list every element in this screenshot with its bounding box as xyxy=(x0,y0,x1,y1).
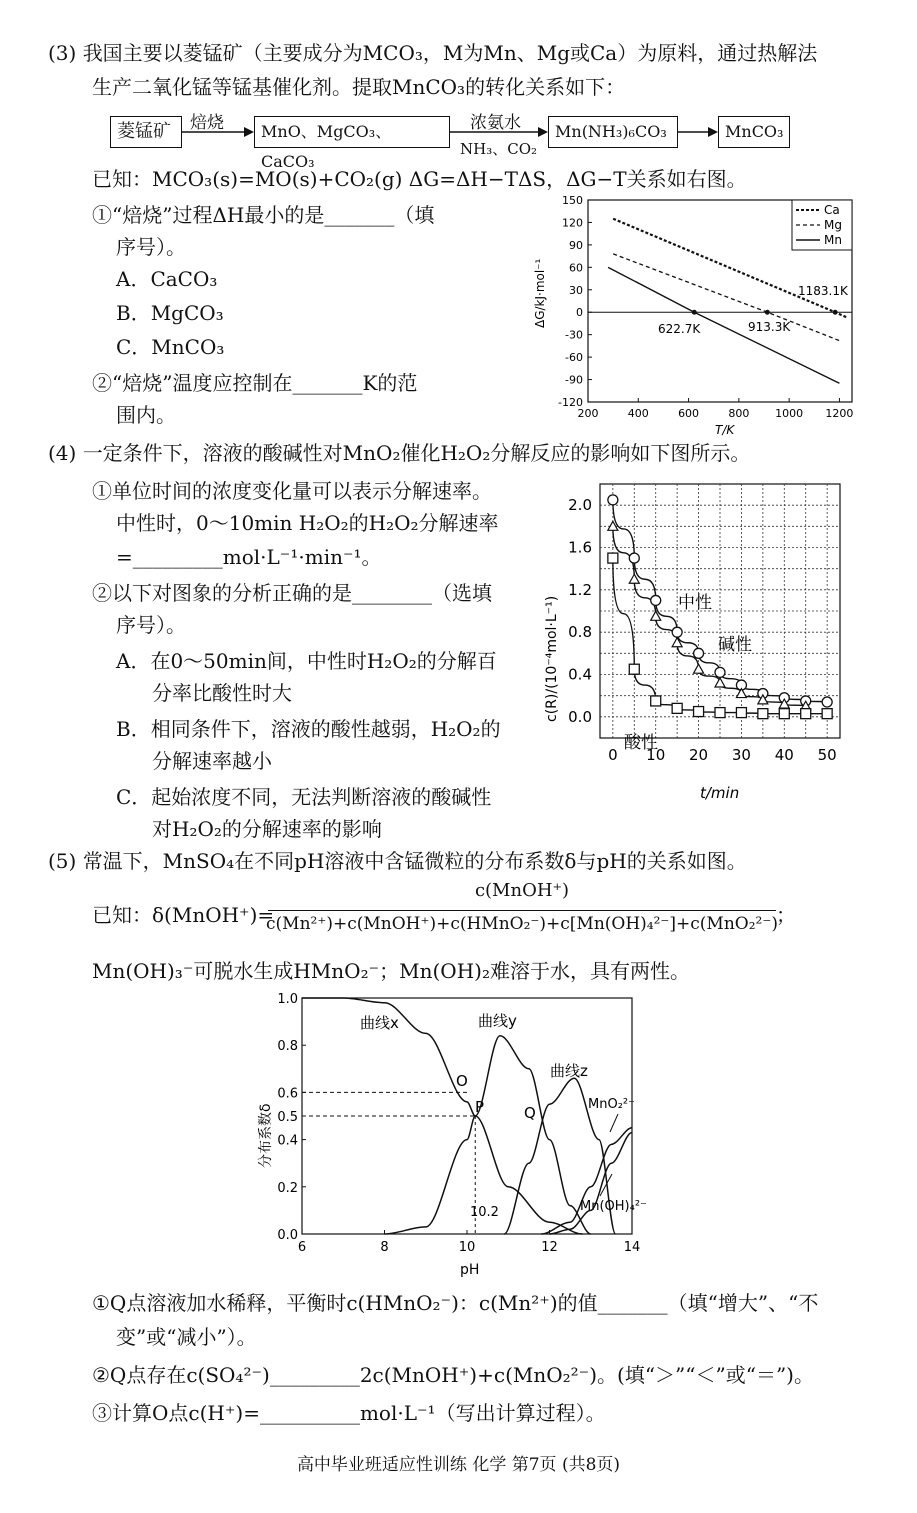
chart1-legend xyxy=(792,200,852,250)
q4-s1-line2: 中性时，0～10min H₂O₂的H₂O₂分解速率 xyxy=(116,511,499,535)
q5-s3: ③计算O点c(H⁺)=__________mol·L⁻¹（写出计算过程）。 xyxy=(92,1401,606,1425)
chart3-ytick-label: 0.8 xyxy=(277,1039,298,1055)
q4-option-c-line2: 对H₂O₂的分解速率的影响 xyxy=(152,817,382,841)
chart1-ytick-label: -90 xyxy=(565,373,583,387)
q5-s2: ②Q点存在c(SO₄²⁻)_________2c(MnOH⁺)+c(MnO₂²⁻)。(填“＞”“＜”或“＝”)。 xyxy=(92,1363,814,1387)
marker-circle xyxy=(629,553,639,563)
flow-box-ore: 菱锰矿 xyxy=(110,116,182,148)
chart1-ylabel: ΔG/kJ·mol⁻¹ xyxy=(533,258,547,328)
label-mno2: MnO₂²⁻ xyxy=(588,1097,635,1112)
curve-3 xyxy=(541,1128,632,1234)
marker-circle xyxy=(672,627,682,637)
legend-mn: Mn xyxy=(824,233,842,247)
marker-square xyxy=(651,696,661,706)
chart1-intercept xyxy=(692,310,697,315)
marker-triangle xyxy=(715,678,725,687)
q4-option-a-line2: 分率比酸性时大 xyxy=(152,681,292,705)
chart2-ytick-label: 1.6 xyxy=(568,538,592,557)
label-basic: 碱性 xyxy=(718,635,752,655)
q4-option-a-line1: A．在0～50min间，中性时H₂O₂的分解百 xyxy=(116,649,497,673)
label-acidic: 酸性 xyxy=(624,733,658,753)
chart1-xlabel: T/K xyxy=(715,423,735,437)
curve-triangle xyxy=(613,526,806,706)
chart2-ytick-label: 0.0 xyxy=(568,707,592,726)
chart1-ytick-label: -30 xyxy=(565,328,583,342)
marker-square xyxy=(779,709,789,719)
q3-intro-line1: (3) 我国主要以菱锰矿（主要成分为MCO₃，M为Mn、Mg或Ca）为原料，通过热解法 xyxy=(48,41,818,65)
marker-circle xyxy=(715,667,725,677)
label-curve-z: 曲线z xyxy=(550,1062,588,1080)
annot-1183: 1183.1K xyxy=(798,284,848,298)
chart3-ytick-label: 0.0 xyxy=(277,1228,298,1243)
q4-s2-line2: 序号）。 xyxy=(116,613,186,637)
q4-option-b-line2: 分解速率越小 xyxy=(152,749,272,773)
q5-known-lhs: 已知：δ(MnOH⁺)= xyxy=(92,903,275,927)
q3-intro-line2: 生产二氧化锰等锰基催化剂。提取MnCO₃的转化关系如下： xyxy=(92,75,626,99)
chart3-ytick-label: 1.0 xyxy=(277,992,298,1007)
chart1-ytick-label: 0 xyxy=(576,306,583,320)
chart3-xtick-label: 14 xyxy=(623,1240,641,1255)
q5-semicolon: ； xyxy=(776,903,796,927)
chart2-xtick-label: 30 xyxy=(731,746,751,764)
point-p: P xyxy=(475,1098,485,1116)
arrow-mno2 xyxy=(610,1114,618,1132)
q5-fraction-numerator: c(MnOH⁺) xyxy=(474,880,570,901)
q4-s1-line1: ①单位时间的浓度变化量可以表示分解速率。 xyxy=(92,479,492,503)
flow-arrow2-label-bottom: NH₃、CO₂ xyxy=(460,140,538,158)
chart1-ytick-label: 60 xyxy=(569,261,583,275)
chart2-ytick-label: 0.4 xyxy=(568,665,592,684)
chart1-xtick-label: 600 xyxy=(678,407,700,420)
marker-circle xyxy=(651,595,661,605)
marker-square xyxy=(672,703,682,713)
q3-sub2-line1: ②“焙烧”温度应控制在_______K的范 xyxy=(92,371,418,395)
chart3-ytick-label: 0.5 xyxy=(277,1110,298,1125)
q3-sub1-line2: 序号）。 xyxy=(116,235,186,259)
marker-square xyxy=(822,709,832,719)
annot-913: 913.3K xyxy=(748,320,791,334)
flow-box-complex: Mn(NH₃)₆CO₃ xyxy=(548,116,678,148)
chart2-xtick-label: 0 xyxy=(608,746,618,764)
q5-intro: (5) 常温下，MnSO₄在不同pH溶液中含锰微粒的分布系数δ与pH的关系如图。 xyxy=(48,849,747,873)
marker-square xyxy=(629,664,639,674)
label-neutral: 中性 xyxy=(678,593,712,613)
chart1-ytick-label: 150 xyxy=(562,194,583,207)
chart1-intercept xyxy=(765,310,770,315)
marker-circle xyxy=(694,648,704,658)
marker-circle xyxy=(822,697,832,707)
q4-intro: (4) 一定条件下，溶液的酸碱性对MnO₂催化H₂O₂分解反应的影响如下图所示。 xyxy=(48,441,751,465)
annot-622: 622.7K xyxy=(658,322,701,336)
q3-option-b: B．MgCO₃ xyxy=(116,301,224,325)
chart3-xtick-label: 12 xyxy=(541,1240,558,1255)
chart-dg-t xyxy=(530,188,860,438)
q5-fraction-bar xyxy=(268,910,776,911)
point-q: Q xyxy=(524,1104,536,1122)
flow-arrow2 xyxy=(450,124,548,140)
q5-s1-line2: 变”或“减小”）。 xyxy=(116,1325,257,1349)
chart2-ytick-label: 1.2 xyxy=(568,580,592,599)
marker-square xyxy=(736,708,746,718)
chart1-xtick-label: 1000 xyxy=(775,407,804,420)
marker-square xyxy=(758,709,768,719)
chart1-intercept xyxy=(833,310,838,315)
chart2-xtick-label: 20 xyxy=(689,746,709,764)
chart3-ytick-label: 0.6 xyxy=(277,1086,298,1102)
chart2-xtick-label: 10 xyxy=(646,746,666,764)
chart3-xtick-label: 8 xyxy=(380,1240,389,1255)
chart2-ytick-label: 2.0 xyxy=(568,496,592,515)
q4-option-b-line1: B．相同条件下，溶液的酸性越弱，H₂O₂的 xyxy=(116,717,501,741)
chart1-xtick-label: 1200 xyxy=(825,407,854,420)
flow-box-mix: MnO、MgCO₃、CaCO₃ xyxy=(254,116,450,148)
chart1-xtick-label: 400 xyxy=(627,407,649,420)
q4-s1-line3: =_________mol·L⁻¹·min⁻¹。 xyxy=(116,545,382,569)
chart3-xtick-label: 6 xyxy=(297,1240,307,1255)
q3-sub1-line1: ①“焙烧”过程ΔH最小的是_______（填 xyxy=(92,203,435,227)
chart1-ytick-label: -60 xyxy=(565,351,583,365)
chart-distribution-ph xyxy=(250,988,670,1283)
chart2-xlabel: t/min xyxy=(700,784,740,802)
q3-option-a: A．CaCO₃ xyxy=(116,267,218,291)
chart1-ytick-label: 30 xyxy=(569,283,583,297)
chart2-ytick-label: 0.8 xyxy=(568,623,592,642)
marker-square xyxy=(608,553,618,563)
label-curve-x: 曲线x xyxy=(360,1014,399,1032)
chart3-xlabel: pH xyxy=(460,1262,480,1278)
legend-ca: Ca xyxy=(824,203,840,217)
marker-circle xyxy=(608,495,618,505)
chart3-ytick-label: 0.4 xyxy=(277,1133,298,1149)
flow-arrow2-label-top: 浓氨水 xyxy=(470,113,521,133)
flow-arrow1 xyxy=(182,124,254,140)
chart-h2o2-decomposition xyxy=(530,470,870,810)
q3-known: 已知：MCO₃(s)=MO(s)+CO₂(g) ΔG=ΔH−TΔS，ΔG−T关系如右图。 xyxy=(92,167,747,191)
q5-note: Mn(OH)₃⁻可脱水生成HMnO₂⁻；Mn(OH)₂难溶于水，具有两性。 xyxy=(92,959,690,983)
chart1-ytick-label: 90 xyxy=(569,238,583,252)
annot-102: 10.2 xyxy=(470,1205,499,1220)
label-mnoh4: Mn(OH)₄²⁻ xyxy=(580,1199,647,1214)
chart3-ytick-label: 0.2 xyxy=(277,1180,298,1196)
marker-triangle xyxy=(672,638,682,647)
flow-arrow1-label: 焙烧 xyxy=(190,113,224,133)
chart2-xtick-label: 50 xyxy=(817,746,837,764)
q3-option-c: C．MnCO₃ xyxy=(116,335,225,359)
flow-box-product: MnCO₃ xyxy=(718,116,790,148)
point-o: O xyxy=(456,1072,468,1090)
page-footer: 高中毕业班适应性训练 化学 第7页 (共8页) xyxy=(296,1455,621,1475)
q3-sub2-line2: 围内。 xyxy=(116,403,176,427)
q5-s1-line1: ①Q点溶液加水稀释，平衡时c(HMnO₂⁻)：c(Mn²⁺)的值_______（填“增大”、“不 xyxy=(92,1291,819,1315)
chart1-xtick-label: 200 xyxy=(577,407,599,420)
legend-mg: Mg xyxy=(824,218,842,232)
marker-triangle xyxy=(694,664,704,673)
q4-option-c-line1: C．起始浓度不同，无法判断溶液的酸碱性 xyxy=(116,785,492,809)
chart2-ylabel: c(R)/(10⁻⁴mol·L⁻¹) xyxy=(544,595,560,722)
chart1-ytick-label: -120 xyxy=(558,396,583,409)
chart1-xtick-label: 800 xyxy=(728,407,750,420)
chart3-xtick-label: 10 xyxy=(458,1240,476,1255)
chart2-xtick-label: 40 xyxy=(774,746,794,764)
marker-square xyxy=(715,708,725,718)
label-curve-y: 曲线y xyxy=(478,1012,517,1030)
marker-square xyxy=(694,707,704,717)
q5-fraction-denominator: c(Mn²⁺)+c(MnOH⁺)+c(HMnO₂⁻)+c[Mn(OH)₄²⁻]+c(MnO₂²⁻) xyxy=(266,914,778,934)
chart1-ytick-label: 120 xyxy=(562,216,583,230)
chart3-ylabel: 分布系数δ xyxy=(258,1103,274,1168)
flow-arrow3 xyxy=(678,124,718,140)
marker-square xyxy=(801,709,811,719)
q4-s2-line1: ②以下对图象的分析正确的是________（选填 xyxy=(92,581,492,605)
